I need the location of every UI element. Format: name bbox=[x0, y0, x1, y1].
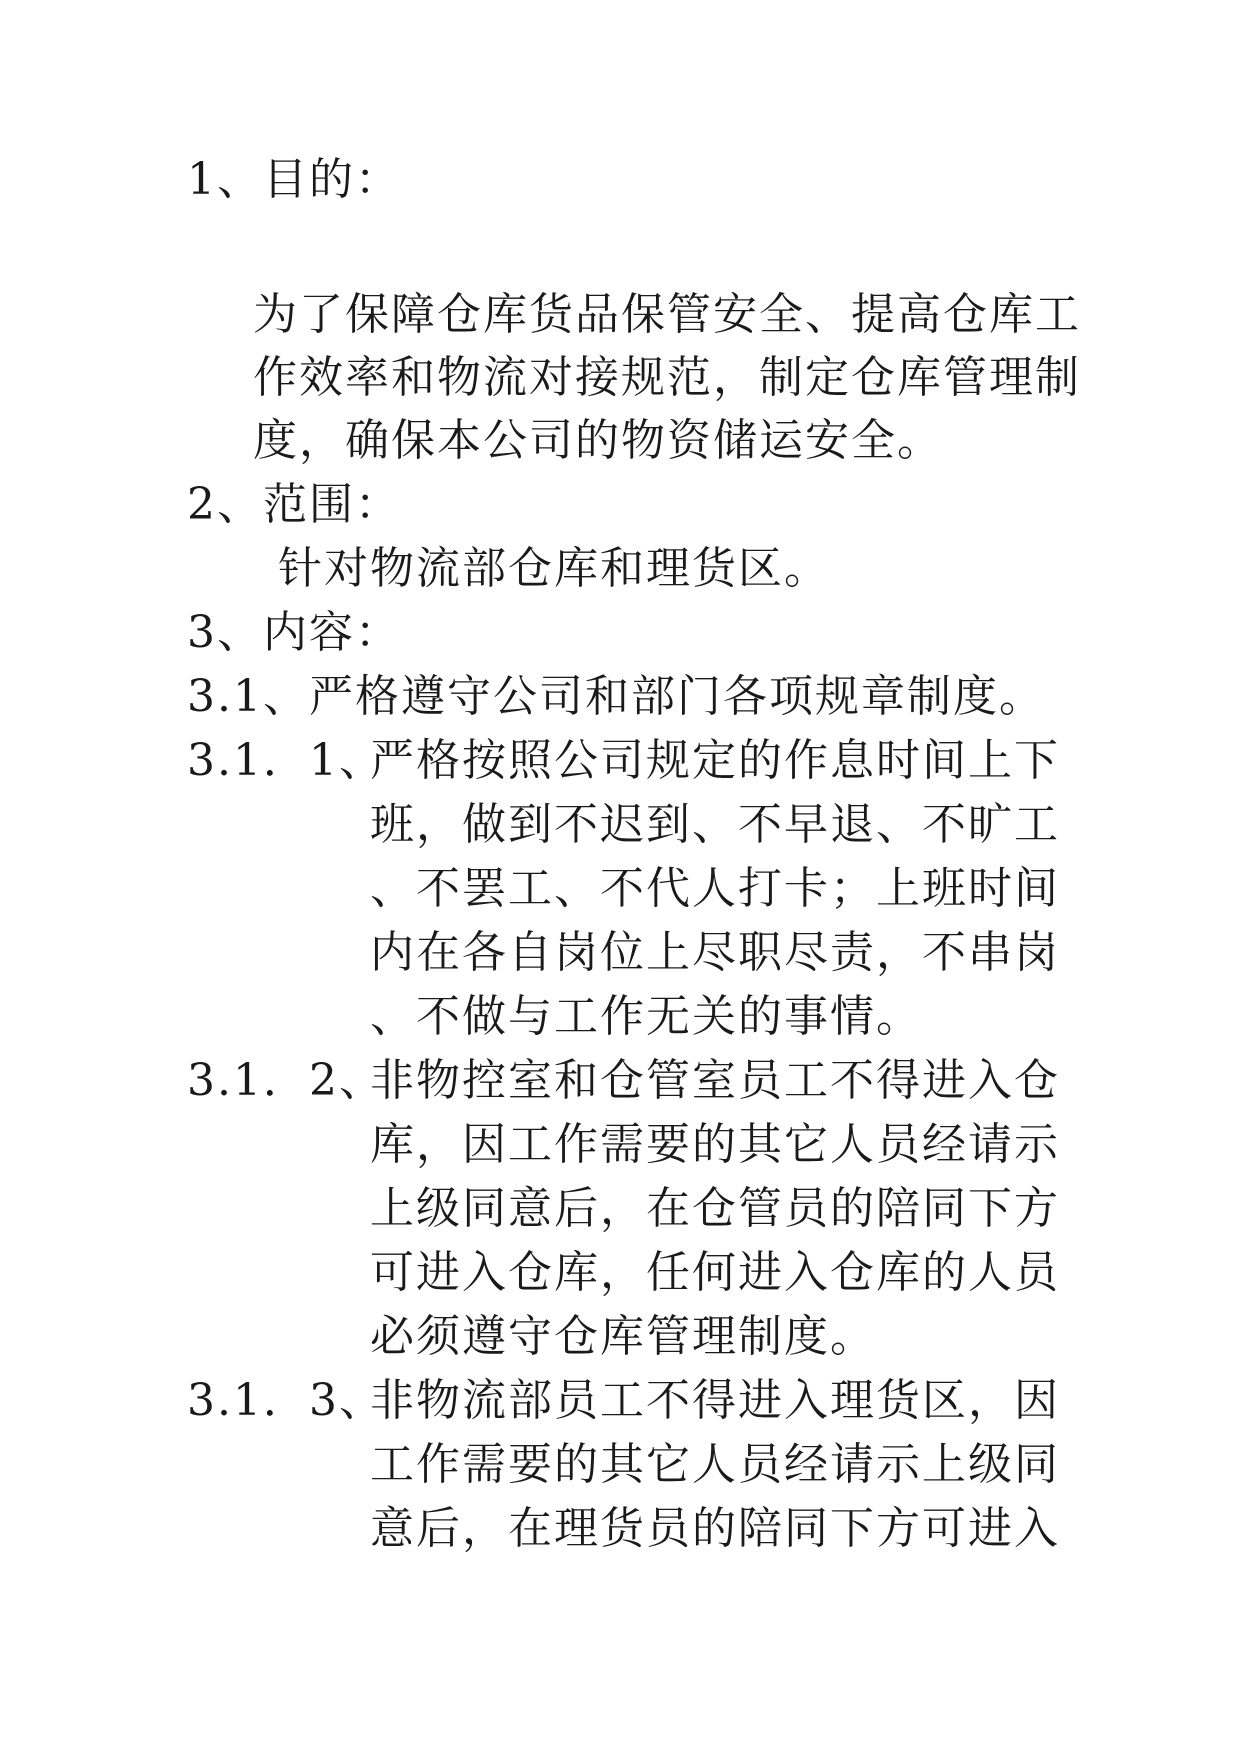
item-3-1-2-line-5: 必须遵守仓库管理制度。 bbox=[370, 1311, 876, 1362]
section-3-heading: 3、内容： bbox=[187, 607, 401, 658]
section-1-heading: 1、目的： bbox=[187, 154, 401, 205]
item-3-1-1-line-1: 严格按照公司规定的作息时间上下 bbox=[370, 735, 1060, 786]
section-1-text-line-1: 为了保障仓库货品保管安全、提高仓库工 bbox=[253, 289, 1081, 340]
section-1-text-line-2: 作效率和物流对接规范，制定仓库管理制 bbox=[253, 352, 1081, 403]
item-3-1-2-line-4: 可进入仓库，任何进入仓库的人员 bbox=[370, 1247, 1060, 1298]
item-3-1-3-line-1: 非物流部员工不得进入理货区，因 bbox=[370, 1375, 1060, 1426]
item-3-1-3-line-3: 意后，在理货员的陪同下方可进入 bbox=[370, 1503, 1060, 1554]
section-1-text-line-3: 度，确保本公司的物资储运安全。 bbox=[253, 415, 943, 466]
item-3-1-3-number: 3.1．3、 bbox=[187, 1375, 385, 1426]
section-2-text-line-1: 针对物流部仓库和理货区。 bbox=[278, 543, 830, 594]
item-3-1-1-line-5: 、不做与工作无关的事情。 bbox=[370, 991, 922, 1042]
item-3-1-3-line-2: 工作需要的其它人员经请示上级同 bbox=[370, 1439, 1060, 1490]
item-3-1-1-number: 3.1．1、 bbox=[187, 735, 385, 786]
item-3-1-2-line-1: 非物控室和仓管室员工不得进入仓 bbox=[370, 1055, 1060, 1106]
item-3-1-1-line-4: 内在各自岗位上尽职尽责，不串岗 bbox=[370, 927, 1060, 978]
section-2-heading: 2、范围： bbox=[187, 479, 401, 530]
item-3-1-1-line-3: 、不罢工、不代人打卡；上班时间 bbox=[370, 863, 1060, 914]
item-3-1-1-line-2: 班，做到不迟到、不早退、不旷工 bbox=[370, 799, 1060, 850]
item-3-1: 3.1、严格遵守公司和部门各项规章制度。 bbox=[187, 671, 1045, 722]
item-3-1-2-line-3: 上级同意后，在仓管员的陪同下方 bbox=[370, 1183, 1060, 1234]
item-3-1-2-number: 3.1．2、 bbox=[187, 1055, 385, 1106]
item-3-1-2-line-2: 库，因工作需要的其它人员经请示 bbox=[370, 1119, 1060, 1170]
